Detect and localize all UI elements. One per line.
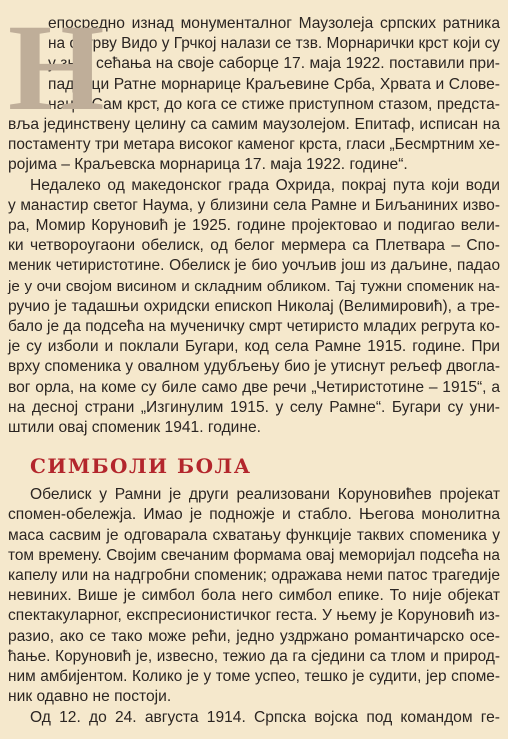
text-line: том времену. Својим свечаним формама овај меморијал подсећа на (8, 546, 500, 564)
text-line: ним амбијентом. Колико је у томе успео, тешко је судити, јер споме- (8, 668, 500, 686)
section-heading: СИМБОЛИ БОЛА (30, 454, 252, 479)
drop-cap: Н (8, 0, 105, 136)
paragraph-symbols (8, 485, 500, 727)
text-line: је су изболи и поклали Бугари, код села Рамне 1915. године. При (8, 338, 500, 356)
text-line: постаменту три метара високог каменог крста, гласи „Бесмртним хе- (8, 136, 500, 154)
text-line: ројима – Краљевска морнарица 17. маја 1922. године“. (8, 156, 408, 174)
text-line: у манастир светог Наума, у близини села Рамне и Биљаниних изво- (8, 196, 500, 214)
text-line: у знак сећања на своје саборце 17. маја 1922. поставили при- (48, 55, 500, 73)
text-line: ки четвороугаони обелиск, од белог мермера са Плетвара – Спо- (8, 237, 500, 255)
paragraph-intro (8, 0, 500, 176)
text-line: невиних. Више је симбол бола него симбол епике. То није објекат (8, 587, 500, 605)
text-line: Недалеко од македонског града Охрида, покрај пута који води (30, 176, 500, 194)
paragraph-ramne (8, 176, 500, 439)
text-line: је у очи својом висином и складним обликом. Тај тужни споменик на- (8, 277, 500, 295)
text-line: ра, Момир Коруновић је 1925. године пројектовао и подигао вели- (8, 217, 500, 235)
text-line: на десној страни „Изгинулим 1915. у селу Рамне“. Бугари су уни- (8, 398, 500, 416)
text-line: врху споменика у овалном удубљењу био је утиснут рељеф двогла- (8, 358, 500, 376)
text-line: ник одавно не постоји. (8, 688, 172, 706)
text-line: маса сасвим је одговарала схватању функције таквих споменика у (8, 526, 500, 544)
text-line: ћање. Коруновић је, извесно, тежио да га сједини са тлом и природ- (8, 647, 500, 665)
text-line: вља јединствену целину са самим маузолејом. Епитаф, исписан на (8, 116, 500, 134)
text-line: спомен-обележја. Имао је подножје и стабло. Његова монолитна (8, 506, 500, 524)
text-line: меник четиристотине. Обелиск је био уочљив још из даљине, падао (8, 257, 500, 275)
text-line: спектакуларног, експресионистичког геста. У њему је Коруновић из- (8, 607, 500, 625)
text-line: на острву Видо у Грчкој налази се тзв. Морнарички крст који су (48, 35, 500, 53)
text-line: епосредно изнад монументалног Маузолеја српских ратника (48, 15, 500, 32)
text-line: штили овај споменик 1941. године. (8, 419, 261, 437)
text-line: Обелиск у Рамни је други реализовани Коруновићев пројекат (30, 486, 500, 504)
text-line: ручио је тадашњи охридски епископ Николај (Велимировић), а тре- (8, 297, 500, 315)
text-line: разио, ако се тако може рећи, једно уздржано романтичарско осе- (8, 627, 500, 645)
text-line: капелу или на надгробни споменик; одражава неми патос трагедије (8, 567, 500, 585)
text-line: бало је да подсећа на мученичку смрт четиристо младих регрута ко- (8, 318, 500, 336)
text-line-partial: Од 12. до 24. августа 1914. Српска војска под командом ге- (30, 708, 500, 726)
text-line: вог орла, на коме су биле само две речи „Четиристотине – 1915“, а (8, 378, 500, 396)
text-line: падници Ратне морнарице Краљевине Срба, Хрвата и Слове- (48, 75, 500, 93)
text-line: наца. Сам крст, до кога се стиже приступном стазом, предста- (48, 95, 500, 113)
